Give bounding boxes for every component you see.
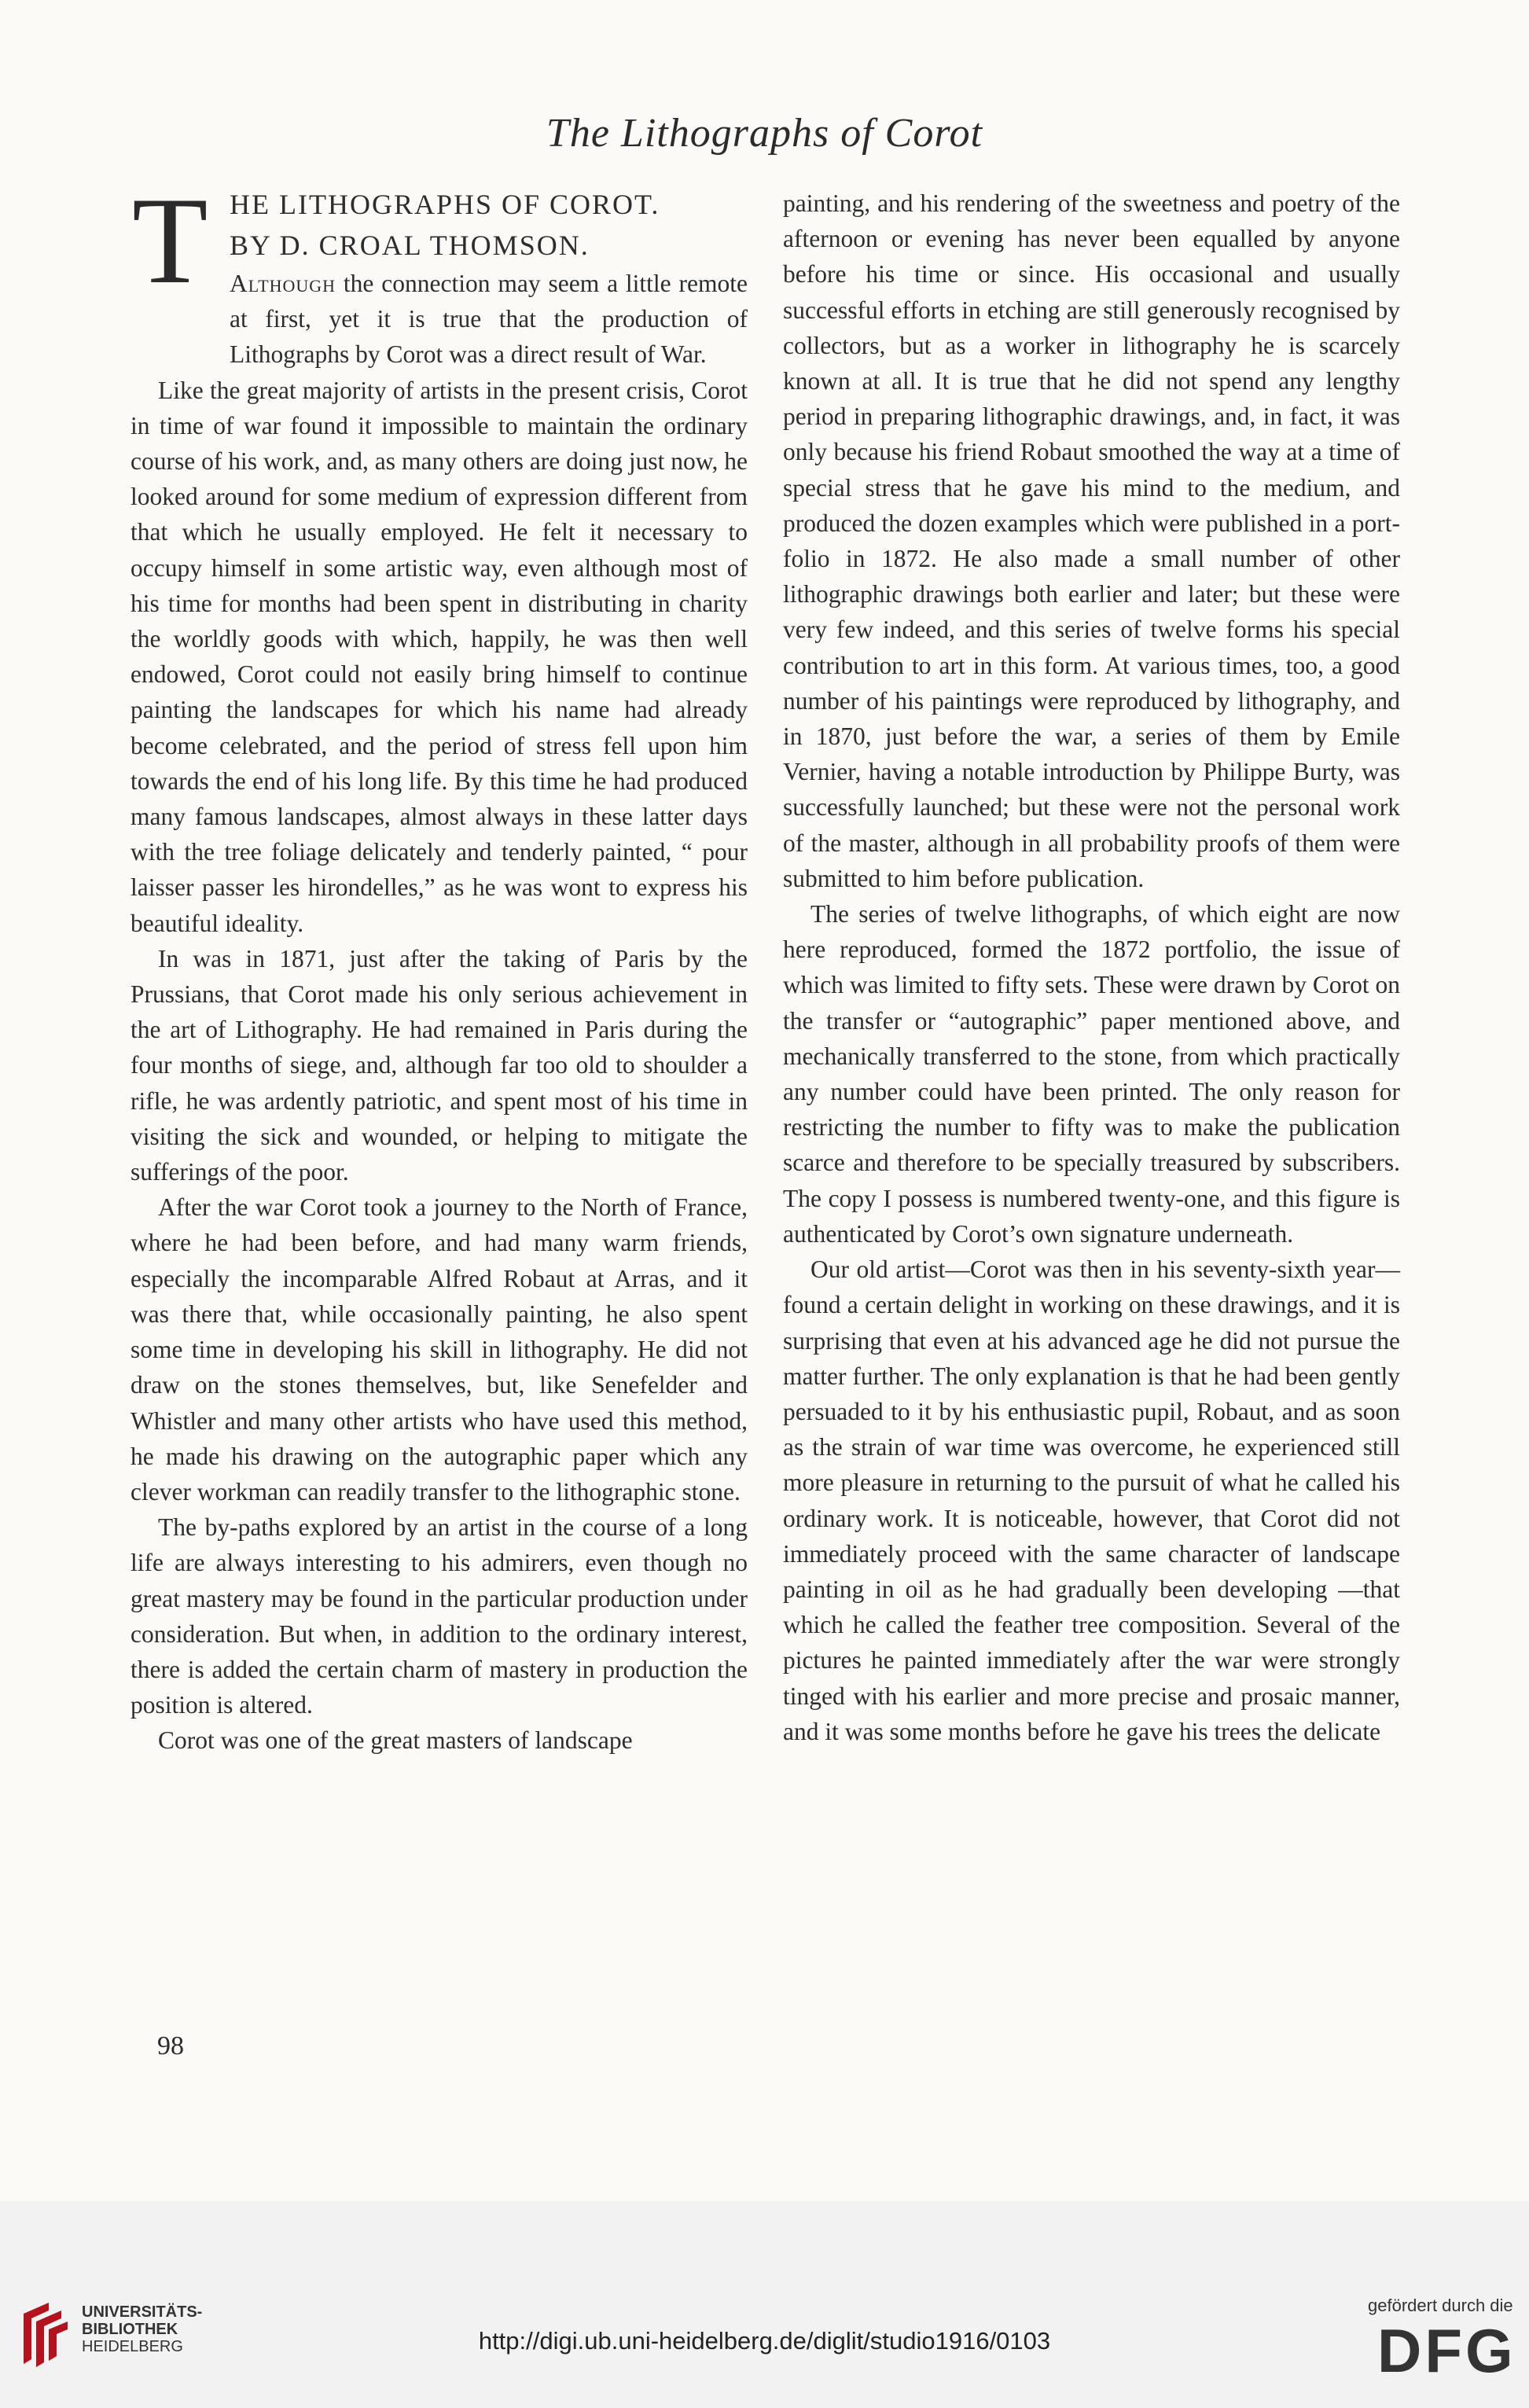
paragraph: Like the great majority of artists in the present crisis, Corot in time of war found it impossible to maintain the ordinary course of his work, and, as many others are doing just now, he looked around for some medium of expression different from that which he usually employed. He felt it necessary to occupy himself in some artistic way, even although most of his time for months had been spent in distributing in charity the worldly goods with which, happily, he was then well endowed, Corot could not easily bring himself to continue painting the landscapes for which his name had already become celebrated, and the period of stress fell upon him towards the end of his long life. By this time he had produced many famous landscapes, almost always in these latter days with the tree foliage delicately and tenderly painted, “ pour laisser passer les hirondelles,” as he was wont to express his beautiful ideality. (130, 376, 748, 937)
paragraph: Corot was one of the great masters of landscape (158, 1726, 633, 1755)
library-name-line: HEIDELBERG (82, 2338, 183, 2355)
paragraph: The by-paths explored by an artist in the course of a long life are always interesting to his admirers, even though no great mastery may be found in the particular production under consideration. But when, in addition to the ordinary interest, there is added the certain charm of mastery in production the position is altered. (130, 1513, 748, 1719)
left-column (130, 172, 748, 2017)
paragraph: The series of twelve lithographs, of which eight are now here reproduced, formed the 1872 portfolio, the issue of which was limited to fifty sets. These were drawn by Corot on the transfer or “autographic” paper mentioned above, and mechanically transferred to the stone, from which practically any number could have been printed. The only reason for restricting the number to fifty was to make the publication scarce and therefore to be specially treasured by subscribers. The copy I possess is numbered twenty-one, and this figure is authenticated by Corot’s own signature underneath. (783, 900, 1401, 1248)
paragraph: After the war Corot took a journey to the North of France, where he had been before, and had many warm friends, especially the incomparable Alfred Robaut at Arras, and it was there that, while occasionally painting, he also spent some time in developing his skill in lithography. He did not draw on the stones themselves, but, like Senefelder and Whistler and many other artists who have used this method, he made his drawing on the autographic paper which any clever workman can readily transfer to the lithographic stone. (130, 1193, 748, 1505)
permalink-url[interactable]: http://digi.ub.uni-heidelberg.de/diglit/studio1916/0103 (478, 2327, 1051, 2355)
first-paragraph-text: the connection may seem a little remote at first, yet it is true that the production of Lithographs by Corot was a direct result of War. (230, 270, 748, 369)
right-column (783, 186, 1400, 2017)
paragraph: Our old artist—Corot was then in his seventy-sixth year—found a certain delight in working on these drawings, and it is surprising that even at his advanced age he did not pursue the matter further. The only explanation is that he had been gently persuaded to it by his enthusiastic pupil, Robaut, and as soon as the strain of war time was overcome, he experienced still more pleasure in returning to the pursuit of what he called his ordinary work. It is noticeable, however, that Corot did not immediately proceed with the same character of landscape painting in oil as he had gradually been developing —that which he called the feather tree composition. Several of the pictures he painted immediately after the war were strongly tinged with his earlier and more precise and prosaic manner, and it was some months before he gave his trees the delicate (783, 1255, 1400, 1745)
funded-by-label: gefördert durch die (1368, 2296, 1513, 2315)
article-byline: BY D. CROAL THOMSON. (230, 230, 590, 261)
dfg-logo: DFG (1377, 2316, 1516, 2385)
page-number: 98 (157, 2031, 184, 2061)
viewer-footer (0, 2201, 1529, 2408)
library-name-line: BIBLIOTHEK (82, 2321, 178, 2338)
first-paragraph (130, 266, 748, 373)
article-title: HE LITHOGRAPHS OF COROT. (230, 189, 660, 220)
first-paragraph-lead: Although (230, 270, 336, 297)
running-head: The Lithographs of Corot (546, 111, 983, 156)
paragraph: painting, and his rendering of the sweetness and poetry of the afternoon or evening has never been equalled by anyone before his time or since. His occasional and usually successful efforts in etching are still generously recognised by collectors, but as a worker in lithography he is scarcely known at all. It is true that he did not spend any lengthy period in preparing lithographic drawings, and, in fact, it was only because his friend Robaut smoothed the way at a time of special stress that he gave his mind to the medium, and produced the dozen examples which were published in a portfolio in 1872. He also made a small number of other lithographic drawings both earlier and later; but these were very few indeed, and this series of twelve forms his special contribution to art in this form. At various times, too, a good number of his paintings were reproduced by lithography, and in 1870, just before the war, a series of them by Emile Vernier, having a notable introduction by Philippe Burty, was successfully launched; but these were not the personal work of the master, although in all probability proofs of them were submitted to him before publication. (783, 189, 1400, 892)
paragraph: In was in 1871, just after the taking of Paris by the Prussians, that Corot made his only serious achievement in the art of Lithography. He had remained in Paris during the four months of siege, and, although far too old to shoulder a rifle, he was ardently patriotic, and spent most of his time in visiting the sick and wounded, or helping to mitigate the sufferings of the poor. (130, 944, 748, 1186)
library-name-line: UNIVERSITÄTS- (82, 2303, 203, 2321)
drop-cap: T (132, 172, 208, 310)
